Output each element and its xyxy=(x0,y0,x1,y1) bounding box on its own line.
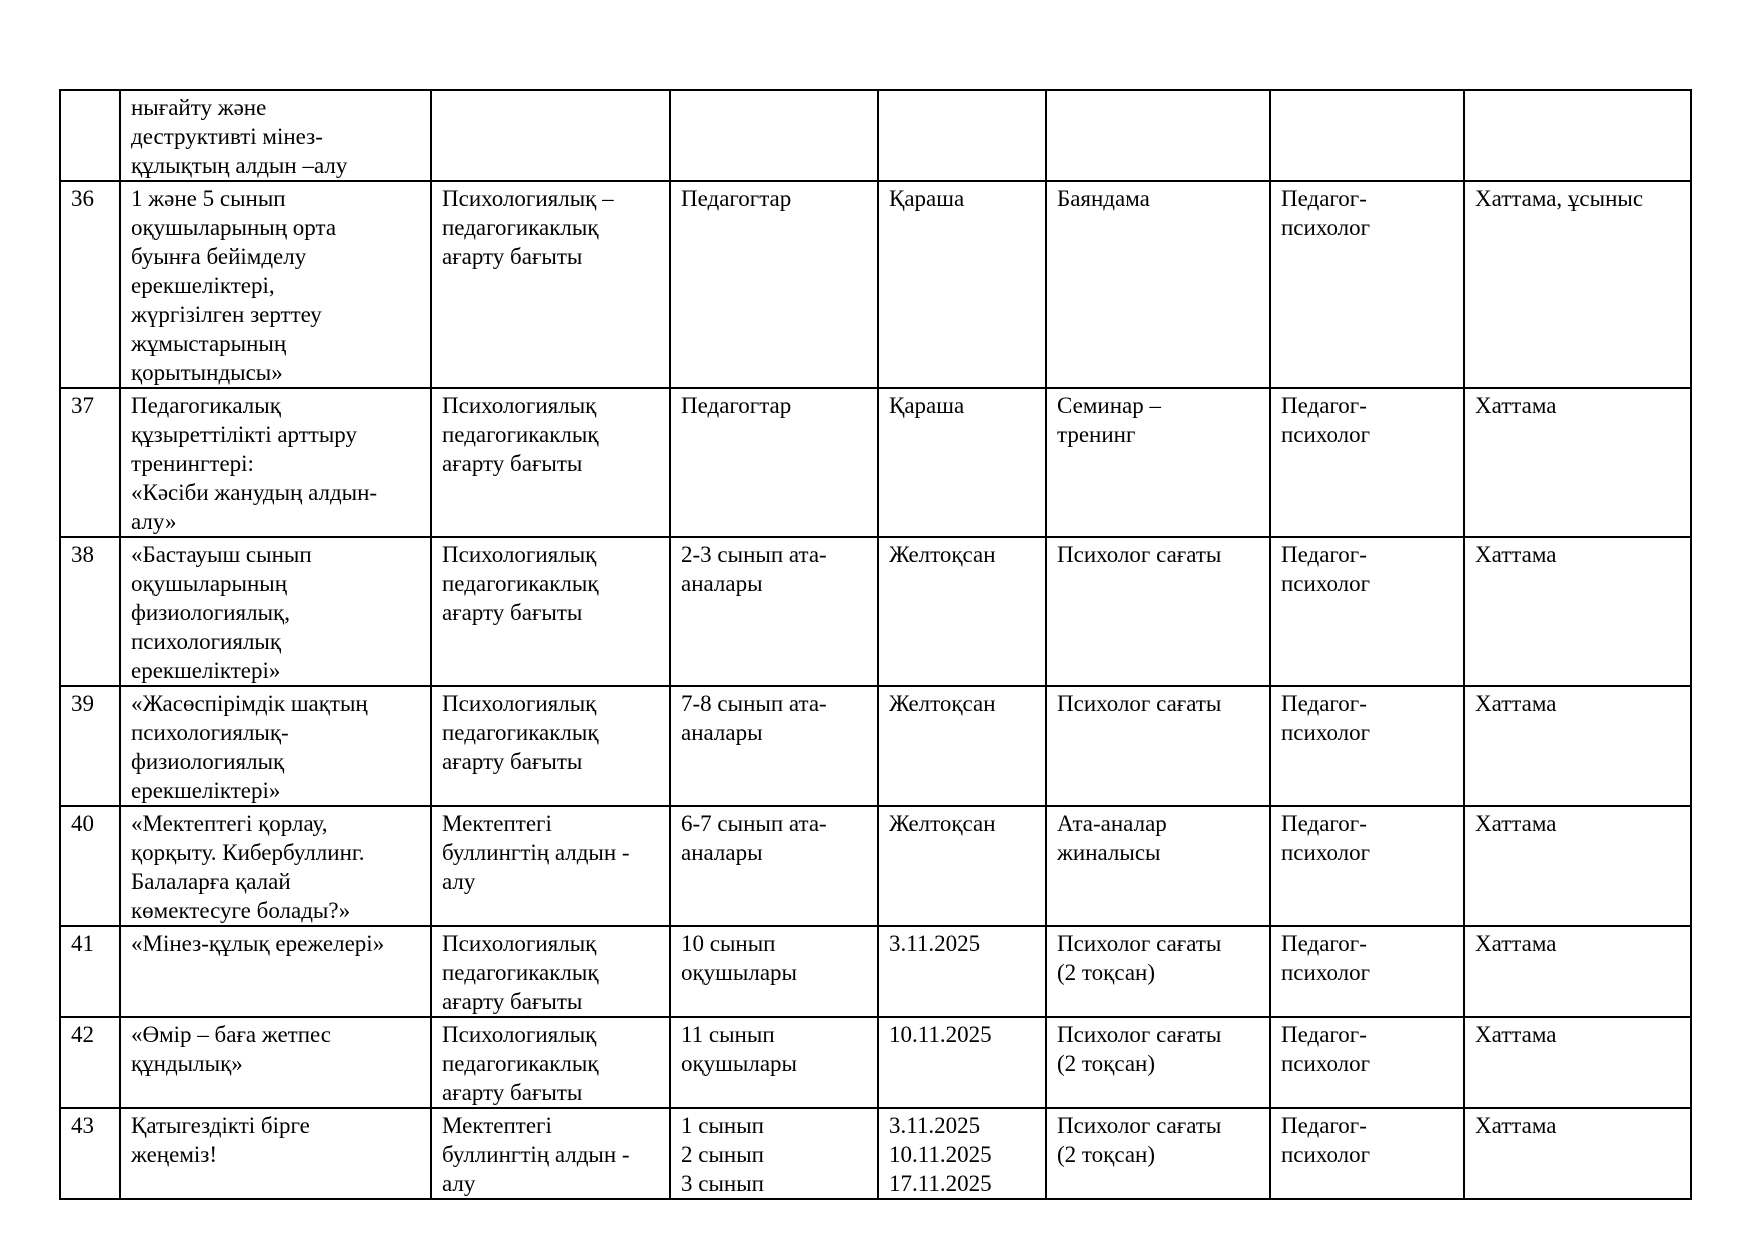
audience-cell: 2-3 сынып ата- аналары xyxy=(670,537,878,686)
theme-cell: нығайту және деструктивті мінез- құлықтың алдын –алу xyxy=(120,90,431,181)
result-cell xyxy=(1464,90,1691,181)
direction-cell: Психологиялық – педагогикаклық ағарту бағыты xyxy=(431,181,670,388)
direction-cell: Психологиялық педагогикаклық ағарту бағыты xyxy=(431,1017,670,1108)
form-cell: Психолог сағаты (2 тоқсан) xyxy=(1046,1108,1270,1199)
direction-cell: Психологиялық педагогикаклық ағарту бағыты xyxy=(431,686,670,806)
form-cell: Психолог сағаты xyxy=(1046,537,1270,686)
row-number-cell: 42 xyxy=(60,1017,120,1108)
responsible-cell: Педагог- психолог xyxy=(1270,806,1464,926)
date-cell: Желтоқсан xyxy=(878,537,1046,686)
responsible-cell: Педагог- психолог xyxy=(1270,1108,1464,1199)
audience-cell: Педагогтар xyxy=(670,388,878,537)
responsible-cell: Педагог- психолог xyxy=(1270,926,1464,1017)
table-row xyxy=(60,806,1691,926)
date-cell: 3.11.2025 xyxy=(878,926,1046,1017)
responsible-cell: Педагог- психолог xyxy=(1270,686,1464,806)
form-cell: Психолог сағаты (2 тоқсан) xyxy=(1046,1017,1270,1108)
result-cell: Хаттама xyxy=(1464,388,1691,537)
direction-cell: Психологиялық педагогикаклық ағарту бағыты xyxy=(431,926,670,1017)
direction-cell: Психологиялық педагогикаклық ағарту бағыты xyxy=(431,388,670,537)
responsible-cell: Педагог- психолог xyxy=(1270,1017,1464,1108)
audience-cell xyxy=(670,90,878,181)
result-cell: Хаттама xyxy=(1464,1017,1691,1108)
direction-cell xyxy=(431,90,670,181)
responsible-cell: Педагог- психолог xyxy=(1270,388,1464,537)
audience-cell: Педагогтар xyxy=(670,181,878,388)
date-cell: Желтоқсан xyxy=(878,806,1046,926)
table-row xyxy=(60,388,1691,537)
audience-cell: 10 сынып оқушылары xyxy=(670,926,878,1017)
form-cell: Ата-аналар жиналысы xyxy=(1046,806,1270,926)
theme-cell: «Өмір – баға жетпес құндылық» xyxy=(120,1017,431,1108)
result-cell: Хаттама xyxy=(1464,537,1691,686)
date-cell: Қараша xyxy=(878,181,1046,388)
result-cell: Хаттама xyxy=(1464,1108,1691,1199)
date-cell: 3.11.2025 10.11.2025 17.11.2025 xyxy=(878,1108,1046,1199)
table-row xyxy=(60,181,1691,388)
row-number-cell: 39 xyxy=(60,686,120,806)
responsible-cell: Педагог- психолог xyxy=(1270,537,1464,686)
theme-cell: «Жасөспірімдік шақтың психологиялық- физиологиялық ерекшеліктері» xyxy=(120,686,431,806)
theme-cell: Педагогикалық құзыреттілікті арттыру тренингтері: «Кәсіби жанудың алдын- алу» xyxy=(120,388,431,537)
responsible-cell: Педагог- психолог xyxy=(1270,181,1464,388)
row-number-cell: 40 xyxy=(60,806,120,926)
direction-cell: Психологиялық педагогикаклық ағарту бағыты xyxy=(431,537,670,686)
direction-cell: Мектептегі буллингтің алдын - алу xyxy=(431,806,670,926)
audience-cell: 11 сынып оқушылары xyxy=(670,1017,878,1108)
table-row xyxy=(60,1108,1691,1199)
work-plan-table xyxy=(59,89,1692,1200)
table-row xyxy=(60,1017,1691,1108)
date-cell: 10.11.2025 xyxy=(878,1017,1046,1108)
direction-cell: Мектептегі буллингтің алдын - алу xyxy=(431,1108,670,1199)
result-cell: Хаттама xyxy=(1464,686,1691,806)
result-cell: Хаттама, ұсыныс xyxy=(1464,181,1691,388)
table-row xyxy=(60,926,1691,1017)
row-number-cell xyxy=(60,90,120,181)
result-cell: Хаттама xyxy=(1464,806,1691,926)
theme-cell: «Мектептегі қорлау, қорқыту. Кибербуллинг. Балаларға қалай көмектесуге болады?» xyxy=(120,806,431,926)
form-cell: Психолог сағаты xyxy=(1046,686,1270,806)
form-cell: Семинар – тренинг xyxy=(1046,388,1270,537)
row-number-cell: 38 xyxy=(60,537,120,686)
row-number-cell: 43 xyxy=(60,1108,120,1199)
theme-cell: «Мінез-құлық ережелері» xyxy=(120,926,431,1017)
row-number-cell: 41 xyxy=(60,926,120,1017)
form-cell: Баяндама xyxy=(1046,181,1270,388)
theme-cell: Қатыгездікті бірге жеңеміз! xyxy=(120,1108,431,1199)
table-row xyxy=(60,686,1691,806)
theme-cell: «Бастауыш сынып оқушыларының физиологиялық, психологиялық ерекшеліктері» xyxy=(120,537,431,686)
result-cell: Хаттама xyxy=(1464,926,1691,1017)
theme-cell: 1 және 5 сынып оқушыларының орта буынға бейімделу ерекшеліктері, жүргізілген зерттеу жұмыстарының қорытындысы» xyxy=(120,181,431,388)
row-number-cell: 36 xyxy=(60,181,120,388)
audience-cell: 6-7 сынып ата- аналары xyxy=(670,806,878,926)
audience-cell: 1 сынып 2 сынып 3 сынып xyxy=(670,1108,878,1199)
responsible-cell xyxy=(1270,90,1464,181)
table-row xyxy=(60,537,1691,686)
date-cell: Қараша xyxy=(878,388,1046,537)
form-cell xyxy=(1046,90,1270,181)
date-cell xyxy=(878,90,1046,181)
date-cell: Желтоқсан xyxy=(878,686,1046,806)
audience-cell: 7-8 сынып ата- аналары xyxy=(670,686,878,806)
table-row xyxy=(60,90,1691,181)
row-number-cell: 37 xyxy=(60,388,120,537)
form-cell: Психолог сағаты (2 тоқсан) xyxy=(1046,926,1270,1017)
